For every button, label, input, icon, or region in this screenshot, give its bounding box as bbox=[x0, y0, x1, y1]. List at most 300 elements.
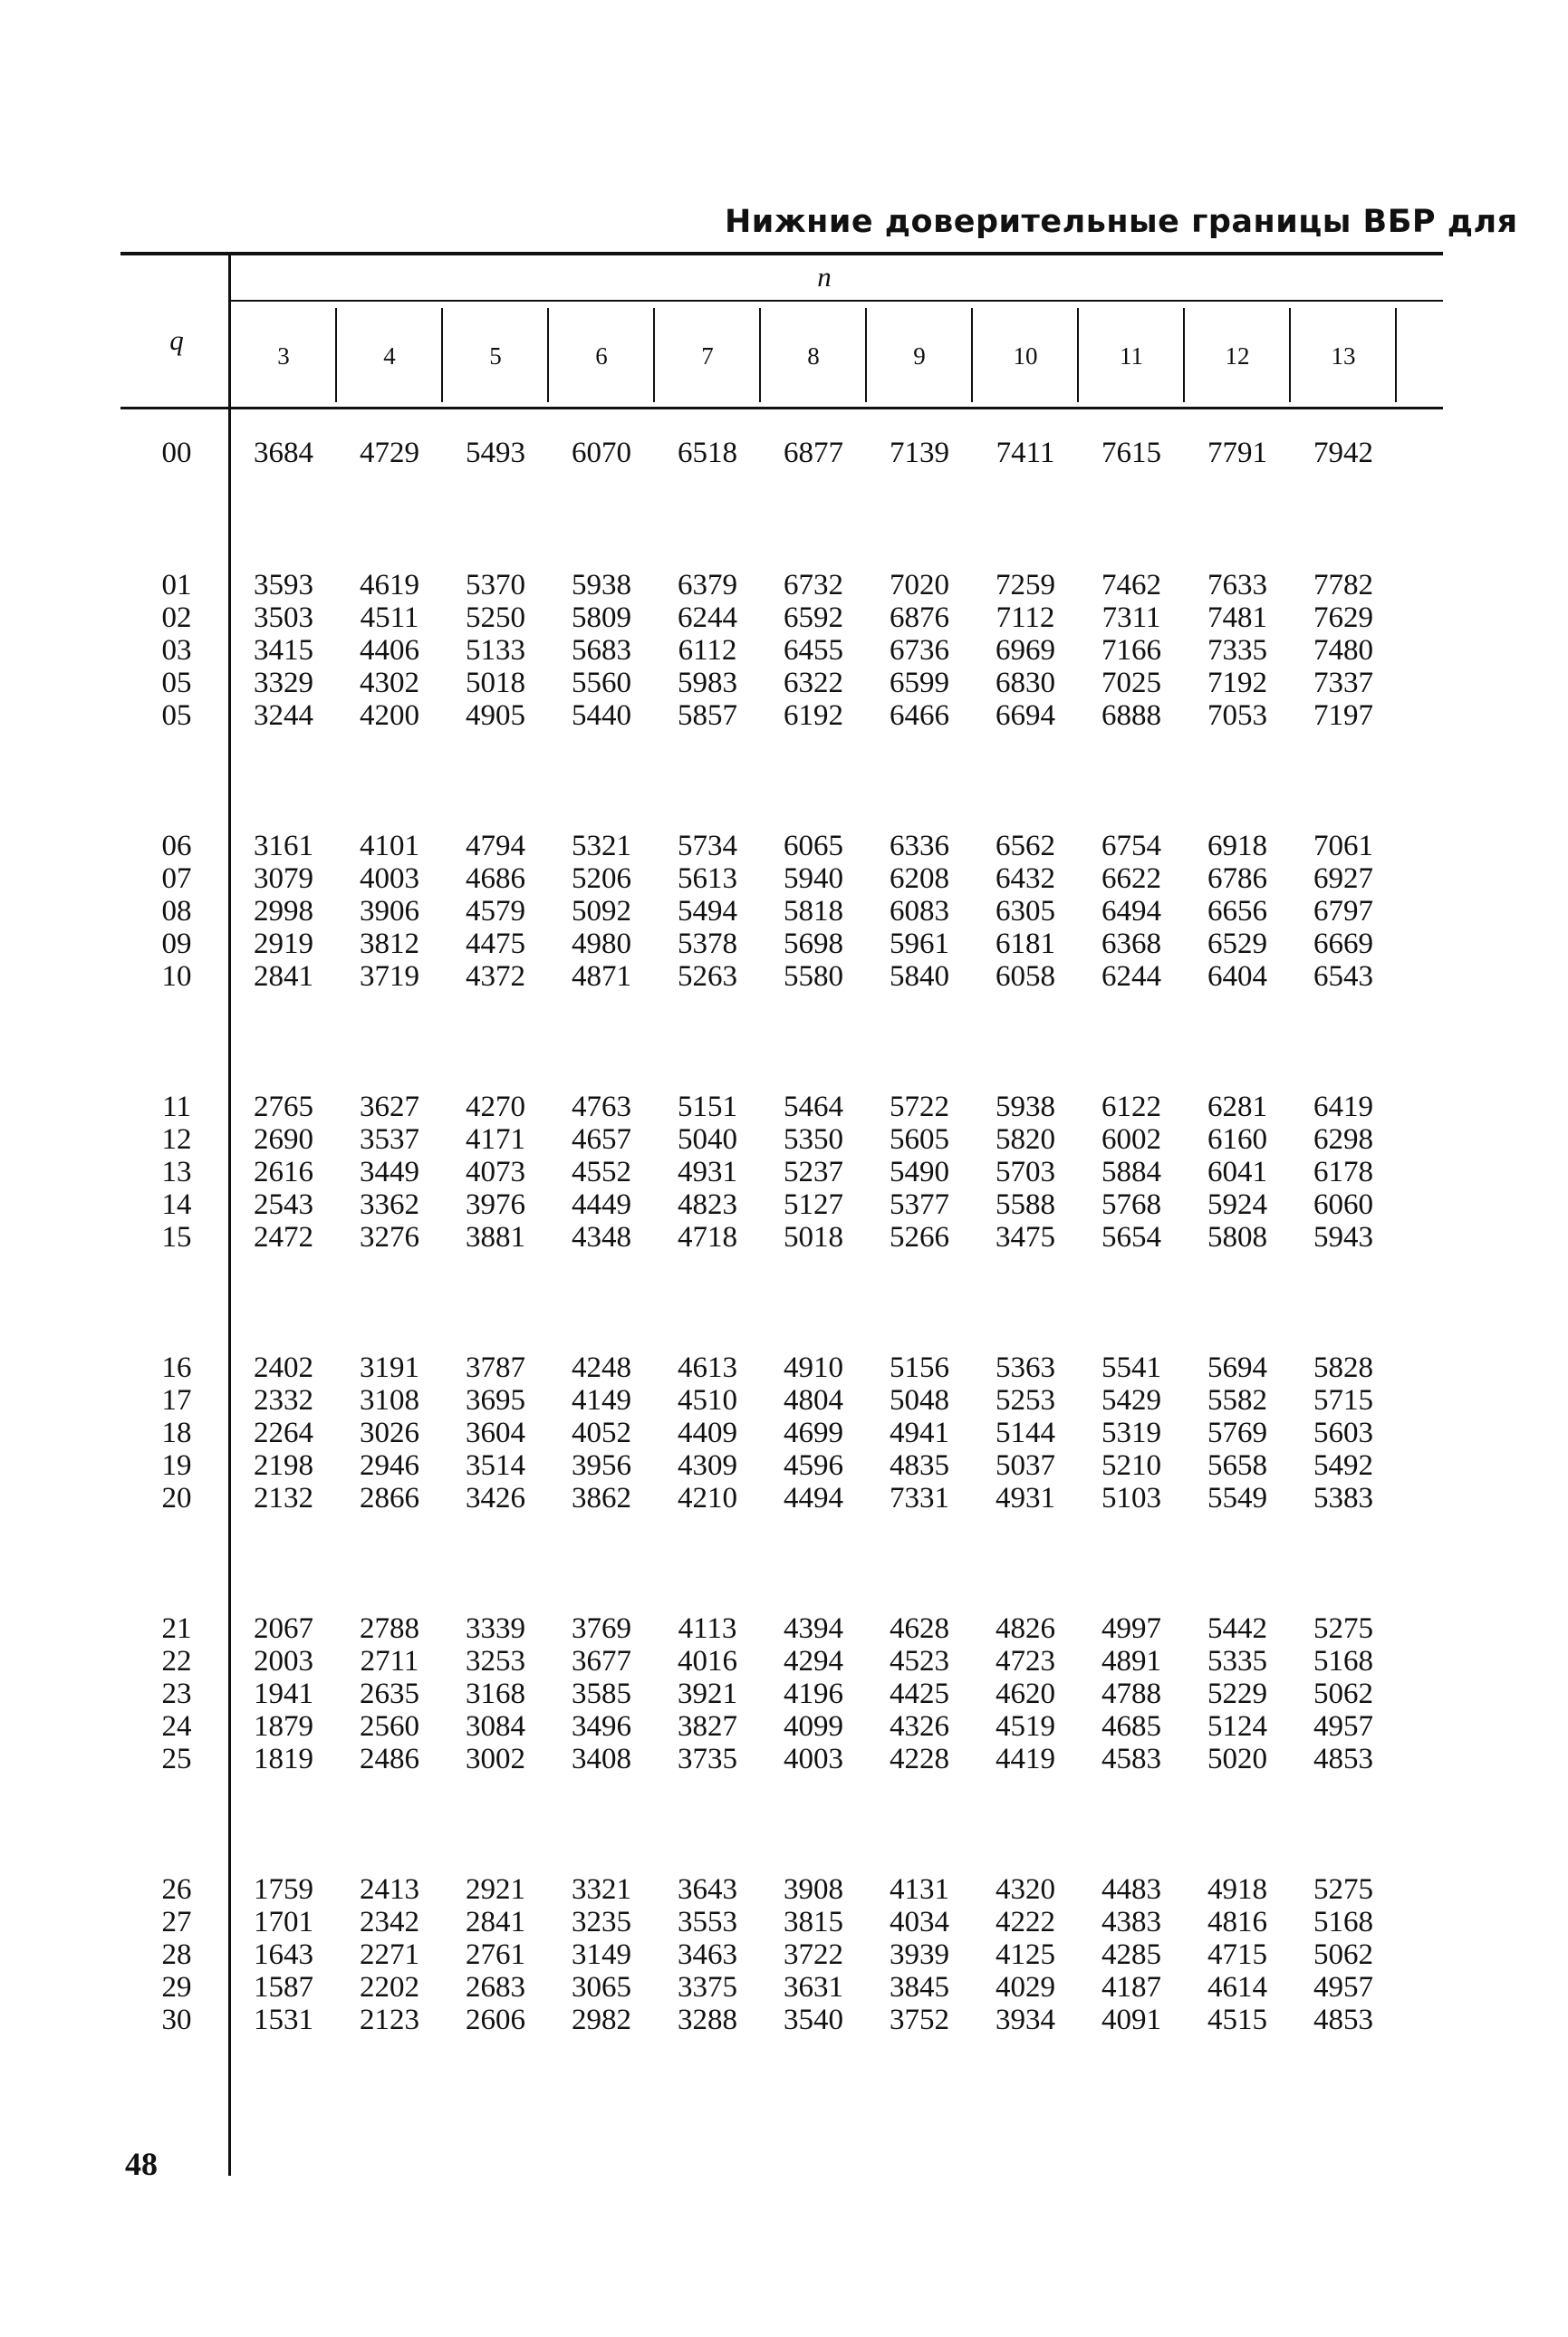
table-cell: 5613 bbox=[678, 862, 737, 895]
table-cell: 3276 bbox=[360, 1221, 419, 1254]
table-cell: 7311 bbox=[1101, 601, 1161, 634]
table-cell: 5103 bbox=[1101, 1482, 1161, 1515]
row-q-label: 11 bbox=[162, 1091, 191, 1123]
table-cell: 3108 bbox=[360, 1384, 419, 1417]
table-cell: 3288 bbox=[678, 2004, 737, 2036]
table-cell: 3321 bbox=[572, 1873, 631, 1906]
table-cell: 4222 bbox=[996, 1906, 1055, 1938]
table-row bbox=[0, 1482, 1568, 1515]
table-cell: 5808 bbox=[1207, 1221, 1267, 1254]
row-q-label: 25 bbox=[161, 1743, 192, 1775]
table-cell: 5683 bbox=[572, 634, 631, 667]
table-cell: 6432 bbox=[996, 862, 1055, 895]
table-row bbox=[0, 1971, 1568, 2004]
table-cell: 1819 bbox=[254, 1743, 313, 1775]
row-q-label: 14 bbox=[161, 1188, 192, 1221]
table-cell: 2606 bbox=[466, 2004, 525, 2036]
table-cell: 3329 bbox=[254, 667, 313, 699]
table-cell: 2067 bbox=[254, 1612, 313, 1645]
table-cell: 4326 bbox=[890, 1710, 949, 1743]
table-cell: 4515 bbox=[1207, 2004, 1267, 2036]
table-cell: 6694 bbox=[996, 699, 1055, 732]
table-cell: 4918 bbox=[1207, 1873, 1267, 1906]
table-cell: 3149 bbox=[572, 1938, 631, 1971]
table-cell: 3719 bbox=[360, 960, 419, 993]
table-cell: 5464 bbox=[784, 1091, 843, 1123]
table-cell: 4425 bbox=[890, 1678, 949, 1710]
table-cell: 6305 bbox=[996, 895, 1055, 928]
table-cell: 2761 bbox=[466, 1938, 525, 1971]
table-cell: 5263 bbox=[678, 960, 737, 993]
table-cell: 3695 bbox=[466, 1384, 525, 1417]
table-cell: 5266 bbox=[890, 1221, 949, 1254]
row-q-label: 16 bbox=[161, 1351, 192, 1384]
table-cell: 4552 bbox=[572, 1156, 631, 1188]
table-cell: 4248 bbox=[572, 1351, 631, 1384]
table-cell: 2616 bbox=[254, 1156, 313, 1188]
table-cell: 3643 bbox=[678, 1873, 737, 1906]
table-cell: 4029 bbox=[996, 1971, 1055, 2004]
table-cell: 4685 bbox=[1101, 1710, 1161, 1743]
table-cell: 4871 bbox=[572, 960, 631, 993]
table-row bbox=[0, 960, 1568, 993]
row-q-label: 01 bbox=[161, 569, 192, 601]
row-q-label: 05 bbox=[161, 667, 192, 699]
table-cell: 6368 bbox=[1101, 928, 1161, 960]
table-cell: 7942 bbox=[1313, 437, 1373, 469]
table-cell: 4794 bbox=[466, 830, 525, 862]
table-cell: 6181 bbox=[996, 928, 1055, 960]
table-row bbox=[0, 1417, 1568, 1449]
row-q-label: 13 bbox=[161, 1156, 192, 1188]
table-cell: 2866 bbox=[360, 1482, 419, 1515]
table-cell: 2919 bbox=[254, 928, 313, 960]
table-cell: 5884 bbox=[1101, 1156, 1161, 1188]
table-cell: 5048 bbox=[890, 1384, 949, 1417]
table-row bbox=[0, 569, 1568, 601]
table-cell: 4931 bbox=[996, 1482, 1055, 1515]
table-cell: 3593 bbox=[254, 569, 313, 601]
table-cell: 4763 bbox=[572, 1091, 631, 1123]
table-cell: 2003 bbox=[254, 1645, 313, 1678]
table-cell: 6543 bbox=[1313, 960, 1373, 993]
table-cell: 3537 bbox=[360, 1123, 419, 1156]
table-cell: 5734 bbox=[678, 830, 737, 862]
table-cell: 4200 bbox=[360, 699, 419, 732]
table-cell: 4210 bbox=[678, 1482, 737, 1515]
table-cell: 2560 bbox=[360, 1710, 419, 1743]
table-cell: 6041 bbox=[1207, 1156, 1267, 1188]
table-cell: 6058 bbox=[996, 960, 1055, 993]
table-cell: 4091 bbox=[1101, 2004, 1161, 2036]
column-header: 12 bbox=[1225, 342, 1250, 370]
table-cell: 5924 bbox=[1207, 1188, 1267, 1221]
table-cell: 5092 bbox=[572, 895, 631, 928]
table-cell: 4957 bbox=[1313, 1971, 1373, 2004]
column-header: 3 bbox=[277, 342, 290, 370]
table-cell: 4149 bbox=[572, 1384, 631, 1417]
table-cell: 3079 bbox=[254, 862, 313, 895]
row-q-label: 23 bbox=[161, 1678, 192, 1710]
table-cell: 5040 bbox=[678, 1123, 737, 1156]
table-cell: 7112 bbox=[996, 601, 1055, 634]
table-cell: 2271 bbox=[360, 1938, 419, 1971]
table-cell: 5133 bbox=[466, 634, 525, 667]
table-cell: 4131 bbox=[890, 1873, 949, 1906]
table-cell: 6065 bbox=[784, 830, 843, 862]
table-cell: 4125 bbox=[996, 1938, 1055, 1971]
table-cell: 5983 bbox=[678, 667, 737, 699]
table-cell: 5168 bbox=[1313, 1645, 1373, 1678]
table-cell: 4835 bbox=[890, 1449, 949, 1482]
table-cell: 7020 bbox=[890, 569, 949, 601]
table-cell: 4620 bbox=[996, 1678, 1055, 1710]
table-cell: 5253 bbox=[996, 1384, 1055, 1417]
table-cell: 3375 bbox=[678, 1971, 737, 2004]
table-cell: 4099 bbox=[784, 1710, 843, 1743]
table-cell: 5168 bbox=[1313, 1906, 1373, 1938]
column-header: 9 bbox=[913, 342, 926, 370]
table-cell: 5124 bbox=[1207, 1710, 1267, 1743]
table-cell: 4348 bbox=[572, 1221, 631, 1254]
table-cell: 3735 bbox=[678, 1743, 737, 1775]
table-row bbox=[0, 1123, 1568, 1156]
table-cell: 2982 bbox=[572, 2004, 631, 2036]
table-cell: 2264 bbox=[254, 1417, 313, 1449]
table-cell: 4723 bbox=[996, 1645, 1055, 1678]
table-cell: 5062 bbox=[1313, 1678, 1373, 1710]
table-cell: 4449 bbox=[572, 1188, 631, 1221]
table-cell: 4302 bbox=[360, 667, 419, 699]
table-cell: 5275 bbox=[1313, 1873, 1373, 1906]
table-cell: 5768 bbox=[1101, 1188, 1161, 1221]
table-cell: 6178 bbox=[1313, 1156, 1373, 1188]
table-cell: 7335 bbox=[1207, 634, 1267, 667]
table-cell: 4613 bbox=[678, 1351, 737, 1384]
table-cell: 3161 bbox=[254, 830, 313, 862]
table-cell: 3934 bbox=[996, 2004, 1055, 2036]
table-cell: 6379 bbox=[678, 569, 737, 601]
row-q-label: 19 bbox=[161, 1449, 192, 1482]
table-cell: 6599 bbox=[890, 667, 949, 699]
table-cell: 5654 bbox=[1101, 1221, 1161, 1254]
table-cell: 3722 bbox=[784, 1938, 843, 1971]
table-row bbox=[0, 601, 1568, 634]
table-cell: 5703 bbox=[996, 1156, 1055, 1188]
table-cell: 3244 bbox=[254, 699, 313, 732]
row-q-label: 06 bbox=[161, 830, 192, 862]
table-cell: 7480 bbox=[1313, 634, 1373, 667]
table-cell: 4294 bbox=[784, 1645, 843, 1678]
table-cell: 4657 bbox=[572, 1123, 631, 1156]
table-cell: 6298 bbox=[1313, 1123, 1373, 1156]
table-cell: 6888 bbox=[1101, 699, 1161, 732]
table-cell: 4788 bbox=[1101, 1678, 1161, 1710]
row-q-label: 29 bbox=[161, 1971, 192, 2004]
table-cell: 5698 bbox=[784, 928, 843, 960]
table-cell: 6419 bbox=[1313, 1091, 1373, 1123]
table-cell: 3449 bbox=[360, 1156, 419, 1188]
table-cell: 5603 bbox=[1313, 1417, 1373, 1449]
table-cell: 2472 bbox=[254, 1221, 313, 1254]
table-cell: 6494 bbox=[1101, 895, 1161, 928]
table-cell: 4816 bbox=[1207, 1906, 1267, 1938]
table-cell: 7481 bbox=[1207, 601, 1267, 634]
table-cell: 4196 bbox=[784, 1678, 843, 1710]
table-row bbox=[0, 1938, 1568, 1971]
table-cell: 4715 bbox=[1207, 1938, 1267, 1971]
table-cell: 2788 bbox=[360, 1612, 419, 1645]
table-cell: 2921 bbox=[466, 1873, 525, 1906]
table-cell: 4409 bbox=[678, 1417, 737, 1449]
table-row bbox=[0, 1091, 1568, 1123]
table-cell: 5818 bbox=[784, 895, 843, 928]
table-cell: 6208 bbox=[890, 862, 949, 895]
table-cell: 5210 bbox=[1101, 1449, 1161, 1482]
table-cell: 5377 bbox=[890, 1188, 949, 1221]
table-cell: 3604 bbox=[466, 1417, 525, 1449]
table-cell: 1879 bbox=[254, 1710, 313, 1743]
table-cell: 3939 bbox=[890, 1938, 949, 1971]
table-cell: 2342 bbox=[360, 1906, 419, 1938]
table-cell: 4073 bbox=[466, 1156, 525, 1188]
table-cell: 4910 bbox=[784, 1351, 843, 1384]
table-cell: 2202 bbox=[360, 1971, 419, 2004]
n-under-rule bbox=[229, 300, 1443, 302]
table-cell: 3253 bbox=[466, 1645, 525, 1678]
table-cell: 3627 bbox=[360, 1091, 419, 1123]
table-cell: 5206 bbox=[572, 862, 631, 895]
table-cell: 2132 bbox=[254, 1482, 313, 1515]
table-cell: 5275 bbox=[1313, 1612, 1373, 1645]
page-number: 48 bbox=[125, 2146, 158, 2182]
table-cell: 6336 bbox=[890, 830, 949, 862]
table-cell: 3862 bbox=[572, 1482, 631, 1515]
table-cell: 5250 bbox=[466, 601, 525, 634]
table-cell: 7331 bbox=[890, 1482, 949, 1515]
table-row bbox=[0, 1449, 1568, 1482]
table-row bbox=[0, 2004, 1568, 2036]
table-cell: 4419 bbox=[996, 1743, 1055, 1775]
table-cell: 3503 bbox=[254, 601, 313, 634]
table-cell: 4034 bbox=[890, 1906, 949, 1938]
table-cell: 3827 bbox=[678, 1710, 737, 1743]
table-cell: 6927 bbox=[1313, 862, 1373, 895]
table-cell: 4383 bbox=[1101, 1906, 1161, 1938]
table-cell: 5769 bbox=[1207, 1417, 1267, 1449]
table-cell: 5715 bbox=[1313, 1384, 1373, 1417]
table-cell: 5560 bbox=[572, 667, 631, 699]
row-q-label: 27 bbox=[161, 1906, 192, 1938]
table-cell: 3540 bbox=[784, 2004, 843, 2036]
table-cell: 6455 bbox=[784, 634, 843, 667]
table-cell: 6736 bbox=[890, 634, 949, 667]
table-cell: 5319 bbox=[1101, 1417, 1161, 1449]
table-cell: 6877 bbox=[784, 437, 843, 469]
table-cell: 3339 bbox=[466, 1612, 525, 1645]
table-cell: 3845 bbox=[890, 1971, 949, 2004]
table-row bbox=[0, 1188, 1568, 1221]
table-cell: 3787 bbox=[466, 1351, 525, 1384]
table-row bbox=[0, 699, 1568, 732]
table-cell: 6112 bbox=[678, 634, 737, 667]
row-q-label: 05 bbox=[161, 699, 192, 732]
table-cell: 6830 bbox=[996, 667, 1055, 699]
table-cell: 3426 bbox=[466, 1482, 525, 1515]
table-row bbox=[0, 1873, 1568, 1906]
table-cell: 5961 bbox=[890, 928, 949, 960]
table-cell: 7139 bbox=[890, 437, 949, 469]
table-cell: 7192 bbox=[1207, 667, 1267, 699]
table-cell: 3812 bbox=[360, 928, 419, 960]
table-cell: 2332 bbox=[254, 1384, 313, 1417]
table-cell: 2413 bbox=[360, 1873, 419, 1906]
table-row bbox=[0, 1612, 1568, 1645]
table-cell: 2486 bbox=[360, 1743, 419, 1775]
table-cell: 6592 bbox=[784, 601, 843, 634]
table-cell: 5943 bbox=[1313, 1221, 1373, 1254]
table-cell: 2543 bbox=[254, 1188, 313, 1221]
table-row bbox=[0, 928, 1568, 960]
column-header: 4 bbox=[383, 342, 396, 370]
table-cell: 7025 bbox=[1101, 667, 1161, 699]
table-cell: 5229 bbox=[1207, 1678, 1267, 1710]
table-cell: 5018 bbox=[466, 667, 525, 699]
table-cell: 7791 bbox=[1207, 437, 1267, 469]
table-cell: 5151 bbox=[678, 1091, 737, 1123]
row-q-label: 30 bbox=[161, 2004, 192, 2036]
table-cell: 2198 bbox=[254, 1449, 313, 1482]
table-row bbox=[0, 667, 1568, 699]
table-cell: 5722 bbox=[890, 1091, 949, 1123]
table-cell: 4583 bbox=[1101, 1743, 1161, 1775]
table-cell: 4519 bbox=[996, 1710, 1055, 1743]
table-cell: 3815 bbox=[784, 1906, 843, 1938]
column-header: 6 bbox=[595, 342, 608, 370]
table-cell: 2123 bbox=[360, 2004, 419, 2036]
table-cell: 4320 bbox=[996, 1873, 1055, 1906]
table-cell: 7633 bbox=[1207, 569, 1267, 601]
table-cell: 5582 bbox=[1207, 1384, 1267, 1417]
table-cell: 4619 bbox=[360, 569, 419, 601]
header-bottom-rule bbox=[120, 407, 1443, 409]
table-cell: 5037 bbox=[996, 1449, 1055, 1482]
row-q-label: 28 bbox=[161, 1938, 192, 1971]
row-q-label: 15 bbox=[161, 1221, 192, 1254]
table-cell: 3906 bbox=[360, 895, 419, 928]
table-cell: 5938 bbox=[996, 1091, 1055, 1123]
table-cell: 3976 bbox=[466, 1188, 525, 1221]
table-cell: 2683 bbox=[466, 1971, 525, 2004]
table-cell: 3908 bbox=[784, 1873, 843, 1906]
table-row bbox=[0, 895, 1568, 928]
table-cell: 4372 bbox=[466, 960, 525, 993]
row-q-label: 10 bbox=[161, 960, 192, 993]
table-cell: 6192 bbox=[784, 699, 843, 732]
table-cell: 7166 bbox=[1101, 634, 1161, 667]
table-cell: 3235 bbox=[572, 1906, 631, 1938]
table-cell: 5442 bbox=[1207, 1612, 1267, 1645]
table-cell: 5440 bbox=[572, 699, 631, 732]
table-cell: 4187 bbox=[1101, 1971, 1161, 2004]
table-row bbox=[0, 1710, 1568, 1743]
table-cell: 3921 bbox=[678, 1678, 737, 1710]
row-q-label: 21 bbox=[161, 1612, 192, 1645]
table-cell: 1701 bbox=[254, 1906, 313, 1938]
table-cell: 6656 bbox=[1207, 895, 1267, 928]
table-cell: 4941 bbox=[890, 1417, 949, 1449]
table-cell: 4853 bbox=[1313, 2004, 1373, 2036]
row-q-label: 02 bbox=[161, 601, 192, 634]
table-cell: 3956 bbox=[572, 1449, 631, 1482]
table-cell: 6622 bbox=[1101, 862, 1161, 895]
table-cell: 4699 bbox=[784, 1417, 843, 1449]
table-cell: 4905 bbox=[466, 699, 525, 732]
table-cell: 5370 bbox=[466, 569, 525, 601]
table-cell: 4628 bbox=[890, 1612, 949, 1645]
table-cell: 5144 bbox=[996, 1417, 1055, 1449]
row-q-label: 20 bbox=[161, 1482, 192, 1515]
table-cell: 4804 bbox=[784, 1384, 843, 1417]
table-cell: 4101 bbox=[360, 830, 419, 862]
table-cell: 6969 bbox=[996, 634, 1055, 667]
table-cell: 5820 bbox=[996, 1123, 1055, 1156]
row-q-label: 26 bbox=[161, 1873, 192, 1906]
table-cell: 4997 bbox=[1101, 1612, 1161, 1645]
column-header: 7 bbox=[701, 342, 714, 370]
table-cell: 4826 bbox=[996, 1612, 1055, 1645]
table-cell: 7615 bbox=[1101, 437, 1161, 469]
table-cell: 5938 bbox=[572, 569, 631, 601]
table-cell: 2635 bbox=[360, 1678, 419, 1710]
top-rule bbox=[120, 252, 1443, 255]
table-cell: 3408 bbox=[572, 1743, 631, 1775]
table-cell: 4510 bbox=[678, 1384, 737, 1417]
row-q-label: 12 bbox=[161, 1123, 192, 1156]
table-cell: 1587 bbox=[254, 1971, 313, 2004]
table-cell: 4016 bbox=[678, 1645, 737, 1678]
table-cell: 4285 bbox=[1101, 1938, 1161, 1971]
table-cell: 7411 bbox=[996, 437, 1055, 469]
table-cell: 7337 bbox=[1313, 667, 1373, 699]
table-cell: 7782 bbox=[1313, 569, 1373, 601]
table-cell: 5694 bbox=[1207, 1351, 1267, 1384]
table-row bbox=[0, 1906, 1568, 1938]
q-axis-label: q bbox=[169, 324, 184, 356]
table-cell: 6669 bbox=[1313, 928, 1373, 960]
table-cell: 3362 bbox=[360, 1188, 419, 1221]
table-cell: 4052 bbox=[572, 1417, 631, 1449]
table-cell: 4270 bbox=[466, 1091, 525, 1123]
table-cell: 3684 bbox=[254, 437, 313, 469]
table-cell: 5840 bbox=[890, 960, 949, 993]
table-row bbox=[0, 862, 1568, 895]
row-q-label: 24 bbox=[161, 1710, 192, 1743]
table-cell: 4406 bbox=[360, 634, 419, 667]
table-cell: 1759 bbox=[254, 1873, 313, 1906]
table-cell: 4494 bbox=[784, 1482, 843, 1515]
table-cell: 5321 bbox=[572, 830, 631, 862]
table-cell: 5237 bbox=[784, 1156, 843, 1188]
table-cell: 4003 bbox=[784, 1743, 843, 1775]
table-cell: 4475 bbox=[466, 928, 525, 960]
table-cell: 6281 bbox=[1207, 1091, 1267, 1123]
table-row bbox=[0, 1645, 1568, 1678]
table-cell: 6060 bbox=[1313, 1188, 1373, 1221]
column-header: 11 bbox=[1120, 342, 1143, 370]
table-cell: 6160 bbox=[1207, 1123, 1267, 1156]
table-cell: 5940 bbox=[784, 862, 843, 895]
